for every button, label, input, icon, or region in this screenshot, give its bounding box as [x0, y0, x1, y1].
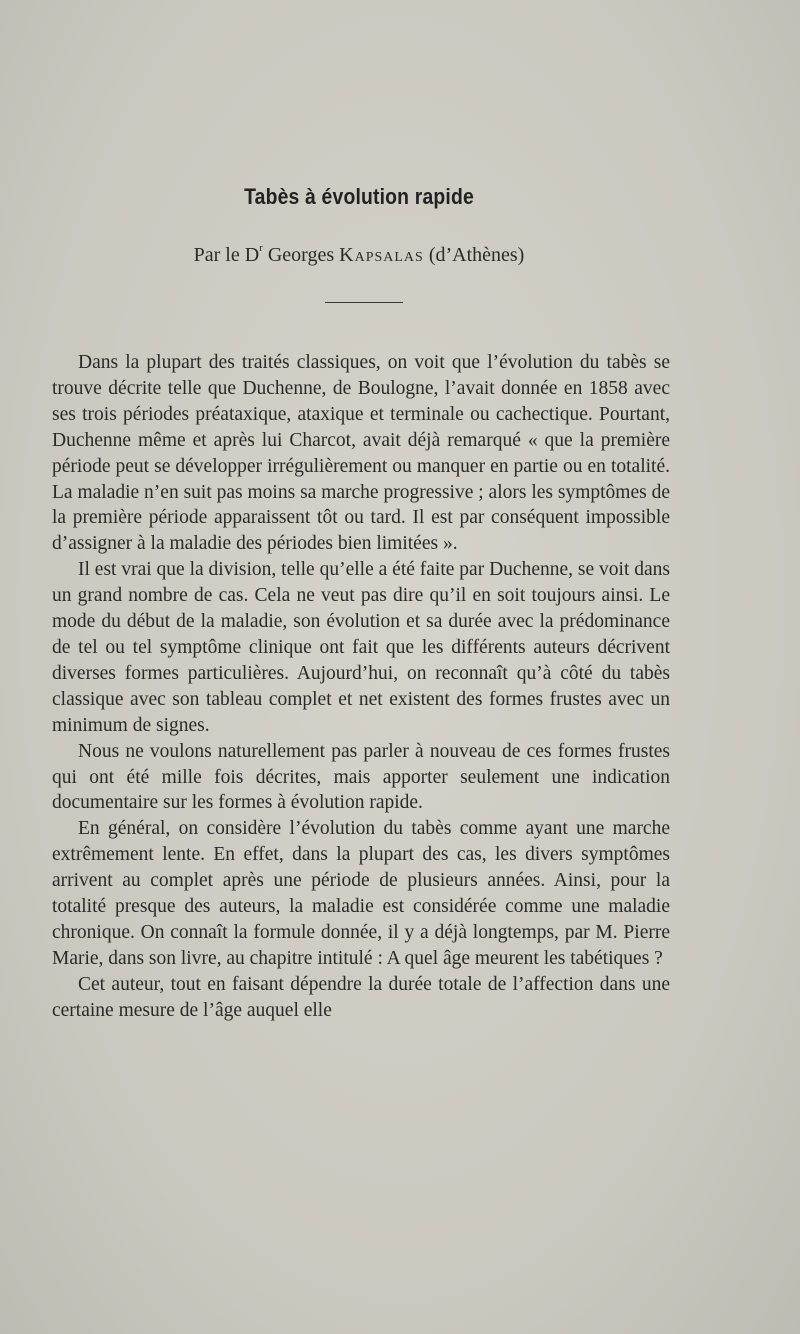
author-surname: Kapsalas — [339, 244, 424, 266]
paragraph: Cet auteur, tout en faisant dépendre la durée totale de l’affection dans une certaine mesure de l’âge auquel elle — [52, 973, 670, 1021]
author-origin: (d’Athènes) — [428, 244, 525, 266]
byline — [0, 244, 718, 267]
author-first-name: Georges — [267, 244, 335, 266]
body-text — [52, 350, 670, 1024]
paragraph: Il est vrai que la division, telle qu’elle a été faite par Duchenne, se voit dans un grand nombre de cas. Cela ne veut pas dire qu’il en soit toujours ainsi. Le mode du début de la maladie, son évolution et sa durée avec la prédominance de tel ou tel symptôme clinique ont fait que les différents auteurs décrivent diverses formes particulières. Aujourd’hui, on reconnaît qu’à côté du tabès classique avec son tableau complet et net existent des formes frustes avec un minimum de signes. — [52, 559, 670, 736]
byline-prefix: Par le D — [193, 244, 260, 266]
article-title: Tabès à évolution rapide — [244, 184, 474, 209]
paragraph: En général, on considère l’évolution du tabès comme ayant une marche extrêmement lente. En effet, dans la plupart des cas, les divers symptômes arrivent au complet après une période de plusieurs années. Ainsi, pour la totalité presque des auteurs, la maladie est considérée comme une maladie chronique. On connaît la formule donnée, il y a déjà longtemps, par M. Pierre Marie, dans son livre, au chapitre intitulé : A quel âge meurent les tabétiques ? — [52, 818, 670, 969]
byline-sup: r — [259, 242, 263, 255]
title-divider — [325, 302, 403, 303]
paragraph: Nous ne voulons naturellement pas parler à nouveau de ces formes frustes qui ont été mille fois décrites, mais apporter seulement une indication documentaire sur les formes à évolution rapide. — [52, 740, 670, 814]
paragraph: Dans la plupart des traités classiques, on voit que l’évolution du tabès se trouve décrite telle que Duchenne, de Boulogne, l’avait donnée en 1858 avec ses trois périodes préataxique, ataxique et terminale ou cachectique. Pourtant, Duchenne même et après lui Charcot, avait déjà remarqué « que la première période peut se développer irrégulièrement ou manquer en partie ou en totalité. La maladie n’en suit pas moins sa marche progressive ; alors les symptômes de la première période apparaissent tôt ou tard. Il est par conséquent impossible d’assigner à la maladie des périodes bien limitées ». — [52, 352, 670, 555]
